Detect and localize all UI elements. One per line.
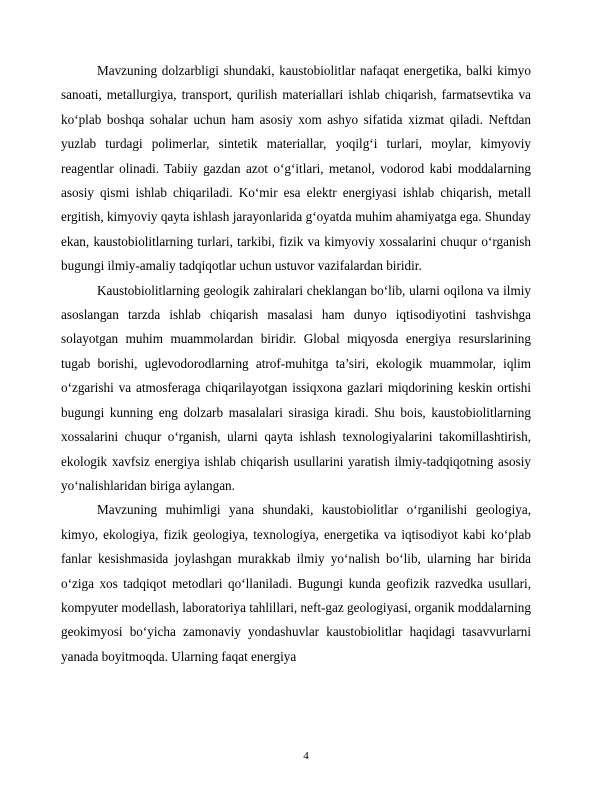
paragraph-importance: Mavzuning muhimligi yana shundaki, kaustobiolitlar o‘rganilishi geologiya, kimyo, ekologiya, fizik geologiya, texnologiya, energetika va iqtisodiyot kabi ko‘plab fanlar kesishmasida joylashgan murakkab ilmiy yo‘nalish bo‘lib, ularning har birida o‘ziga xos tadqiqot metodlari qo‘llaniladi. Bugungi kunda geofizik razvedka usullari, kompyuter modellash, laboratoriya tahlillari, neft-gaz geologiyasi, organik moddalarning geokimyosi bo‘yicha zamonaviy yondashuvlar kaustobiolitlar haqidagi tasavvurlarni yanada boyitmoqda. Ularning faqat energiya	[61, 502, 531, 664]
page-number: 4	[303, 750, 309, 762]
document-body	[61, 59, 531, 669]
paragraph-reserves: Kaustobiolitlarning geologik zahiralari cheklangan bo‘lib, ularni oqilona va ilmiy asoslangan tarzda ishlab chiqarish masalasi ham dunyo iqtisodiyotini tashvishga solayotgan muhim muammolardan biridir. Global miqyosda energiya resurslarining tugab borishi, uglevodorodlarning atrof-muhitga ta’siri, ekologik muammolar, iqlim o‘zgarishi va atmosferaga chiqarilayotgan issiqxona gazlari miqdorining keskin ortishi bugungi kunning eng dolzarb masalalari sirasiga kiradi. Shu bois, kaustobiolitlarning xossalarini chuqur o‘rganish, ularni qayta ishlash texnologiyalarini takomillashtirish, ekologik xavfsiz energiya ishlab chiqarish usullarini yaratish ilmiy-tadqiqotning asosiy yo‘nalishlaridan biriga aylangan.	[61, 282, 531, 493]
paragraph-relevance: Mavzuning dolzarbligi shundaki, kaustobiolitlar nafaqat energetika, balki kimyo sanoati, metallurgiya, transport, qurilish materiallari ishlab chiqarish, farmatsevtika va ko‘plab boshqa sohalar uchun ham asosiy xom ashyo sifatida xizmat qiladi. Neftdan yuzlab turdagi polimerlar, sintetik materiallar, yoqilg‘i turlari, moylar, kimyoviy reagentlar olinadi. Tabiiy gazdan azot o‘g‘itlari, metanol, vodorod kabi moddalarning asosiy qismi ishlab chiqariladi. Ko‘mir esa elektr energiyasi ishlab chiqarish, metall ergitish, kimyoviy qayta ishlash jarayonlarida g‘oyatda muhim ahamiyatga ega. Shunday ekan, kaustobiolitlarning turlari, tarkibi, fizik va kimyoviy xossalarini chuqur o‘rganish bugungi ilmiy-amaliy tadqiqotlar uchun ustuvor vazifalardan biridir.	[61, 63, 531, 274]
